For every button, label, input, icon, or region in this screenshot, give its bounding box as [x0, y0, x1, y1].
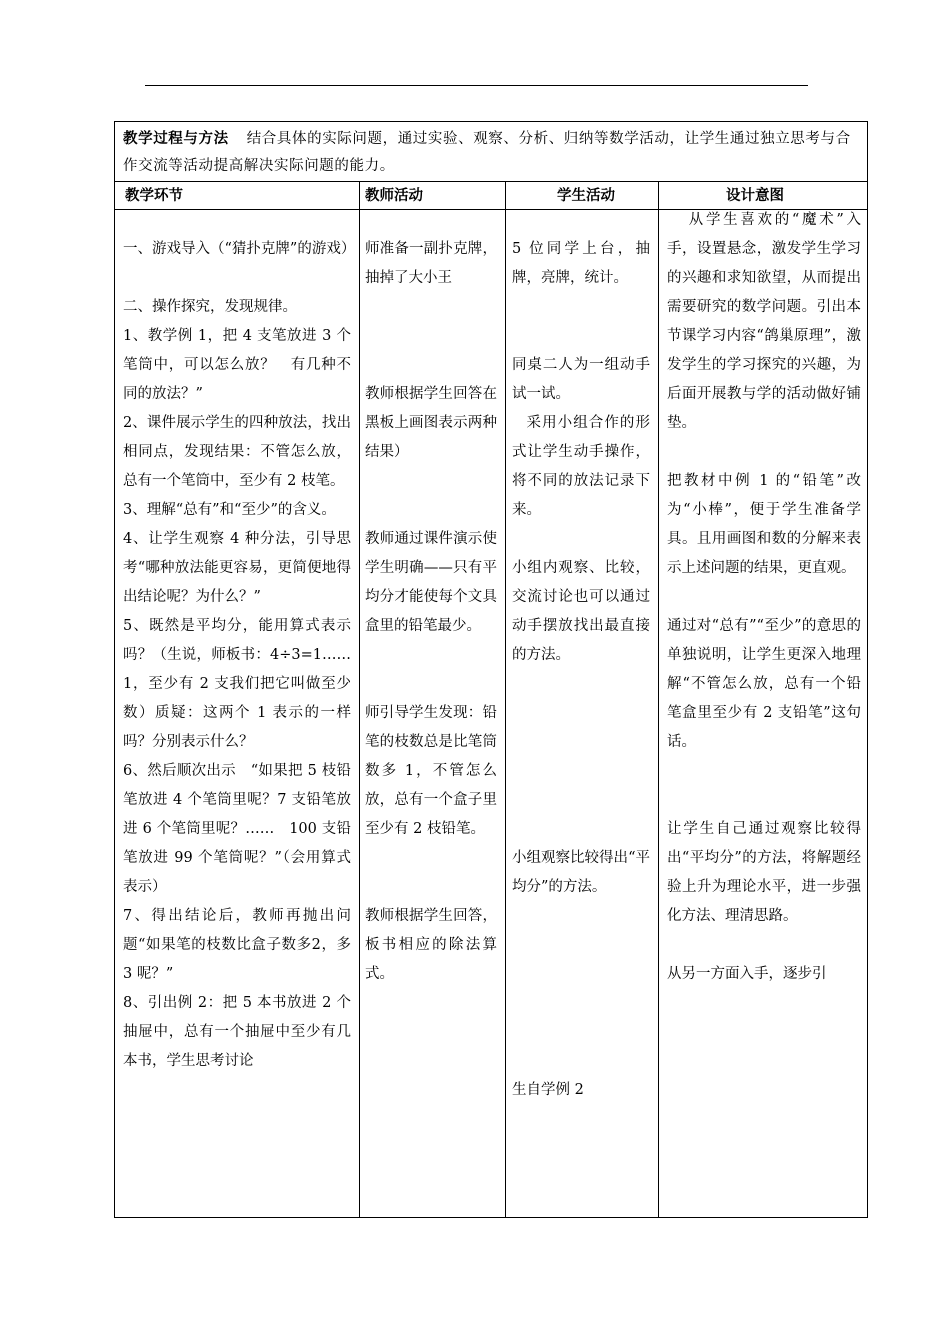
header-student-activity: 学生活动: [557, 188, 615, 204]
teacher-activity-item: 师准备一副扑克牌，抽掉了大小王: [365, 241, 497, 286]
process-method-row: [123, 126, 861, 180]
student-activity-item: 5 位同学上台，抽牌，亮牌，统计。: [512, 241, 650, 286]
step-item: 6、然后顺次出示 “如果把 5 枝铅笔放进 4 个笔筒里呢？7 支铅笔放进 6 个笔筒里呢？…… 100 支铅笔放进 99 个笔筒呢？”（会用算式表示）: [123, 763, 351, 895]
student-activity-column: [512, 235, 650, 1105]
teacher-activity-item: 师引导学生发现：铅笔的枝数总是比笔筒数多 1，不管怎么放，总有一个盒子里至少有 2 枝铅笔。: [365, 705, 497, 837]
design-intent-item: 从学生喜欢的“魔术”入手，设置悬念，激发学生学习的兴趣和求知欲望，从而提出需要研究的数学问题。引出本节课学习内容“鸽巢原理”，激发学生的学习探究的兴趣，为后面开展教与学的活动做好铺垫。: [667, 212, 861, 431]
header-teacher-activity: 教师活动: [365, 188, 423, 204]
design-intent-item: 把教材中例 1 的“铅笔”改为“小棒”，便于学生准备学具。且用画图和数的分解来表示上述问题的结果，更直观。: [667, 473, 861, 576]
teacher-activity-item: 教师根据学生回答，板书相应的除法算式。: [365, 908, 497, 982]
lesson-plan-table: [114, 121, 868, 1218]
teacher-activity-item: 教师根据学生回答在黑板上画图表示两种结果）: [365, 386, 497, 460]
student-activity-item: 同桌二人为一组动手试一试。: [512, 357, 650, 402]
column-divider: [505, 181, 506, 1217]
teacher-activity-item: 教师通过课件演示使学生明确——只有平均分才能使每个文具盒里的铅笔最少。: [365, 531, 497, 634]
step-game-intro: 一、游戏导入（“猜扑克牌”的游戏）: [123, 241, 356, 257]
teaching-step-column: [123, 235, 356, 1076]
header-teaching-step: 教学环节: [125, 188, 183, 204]
step-explore-title: 二、操作探究，发现规律。: [123, 299, 297, 315]
step-item: 2、课件展示学生的四种放法，找出相同点，发现结果：不管怎么放，总有一个笔筒中，至少有 2 枝笔。: [123, 415, 351, 489]
header-design-intent: 设计意图: [726, 188, 784, 204]
process-method-text: 结合具体的实际问题，通过实验、观察、分析、归纳等数学活动，让学生通过独立思考与合作交流等活动提高解决实际问题的能力。: [123, 131, 851, 174]
student-activity-item: 小组观察比较得出“平均分”的方法。: [512, 850, 650, 895]
step-item: 1、教学例 1，把 4 支笔放进 3 个笔筒中，可以怎么放？ 有几种不同的放法？”: [123, 328, 351, 402]
design-intent-column: [667, 206, 861, 989]
step-item: 7、得出结论后，教师再抛出问题“如果笔的枝数比盒子数多2，多 3 呢？”: [123, 908, 351, 982]
step-item: 8、引出例 2：把 5 本书放进 2 个抽屉中，总有一个抽屉中至少有几本书，学生思考讨论: [123, 995, 351, 1069]
design-intent-item: 通过对“总有”“至少”的意思的单独说明，让学生更深入地理解“不管怎么放，总有一个铅笔盒里至少有 2 支铅笔”这句话。: [667, 618, 861, 750]
column-divider: [658, 181, 659, 1217]
process-method-label: 教学过程与方法: [123, 131, 229, 147]
column-divider: [359, 181, 360, 1217]
step-item: 5、既然是平均分，能用算式表示吗？（生说，师板书：4÷3=1……1，至少有 2 支我们把它叫做至少数）质疑：这两个 1 表示的一样吗？分别表示什么？: [123, 618, 351, 750]
step-item: 3、理解“总有”和“至少”的含义。: [123, 502, 336, 518]
student-activity-item: 生自学例 2: [512, 1082, 584, 1098]
design-intent-item: 让学生自己通过观察比较得出“平均分”的方法，将解题经验上升为理论水平，进一步强化方法、理清思路。: [667, 821, 861, 924]
table-divider: [115, 181, 867, 182]
teacher-activity-column: [365, 235, 497, 989]
design-intent-item: 从另一方面入手，逐步引: [667, 966, 827, 982]
student-activity-item: 采用小组合作的形式让学生动手操作，将不同的放法记录下来。: [512, 415, 650, 518]
student-activity-item: 小组内观察、比较，交流讨论也可以通过动手摆放找出最直接的方法。: [512, 560, 650, 663]
header-rule: [145, 85, 808, 86]
step-item: 4、让学生观察 4 种分法，引导思考“哪种放法能更容易，更简便地得出结论呢？为什么？”: [123, 531, 351, 605]
